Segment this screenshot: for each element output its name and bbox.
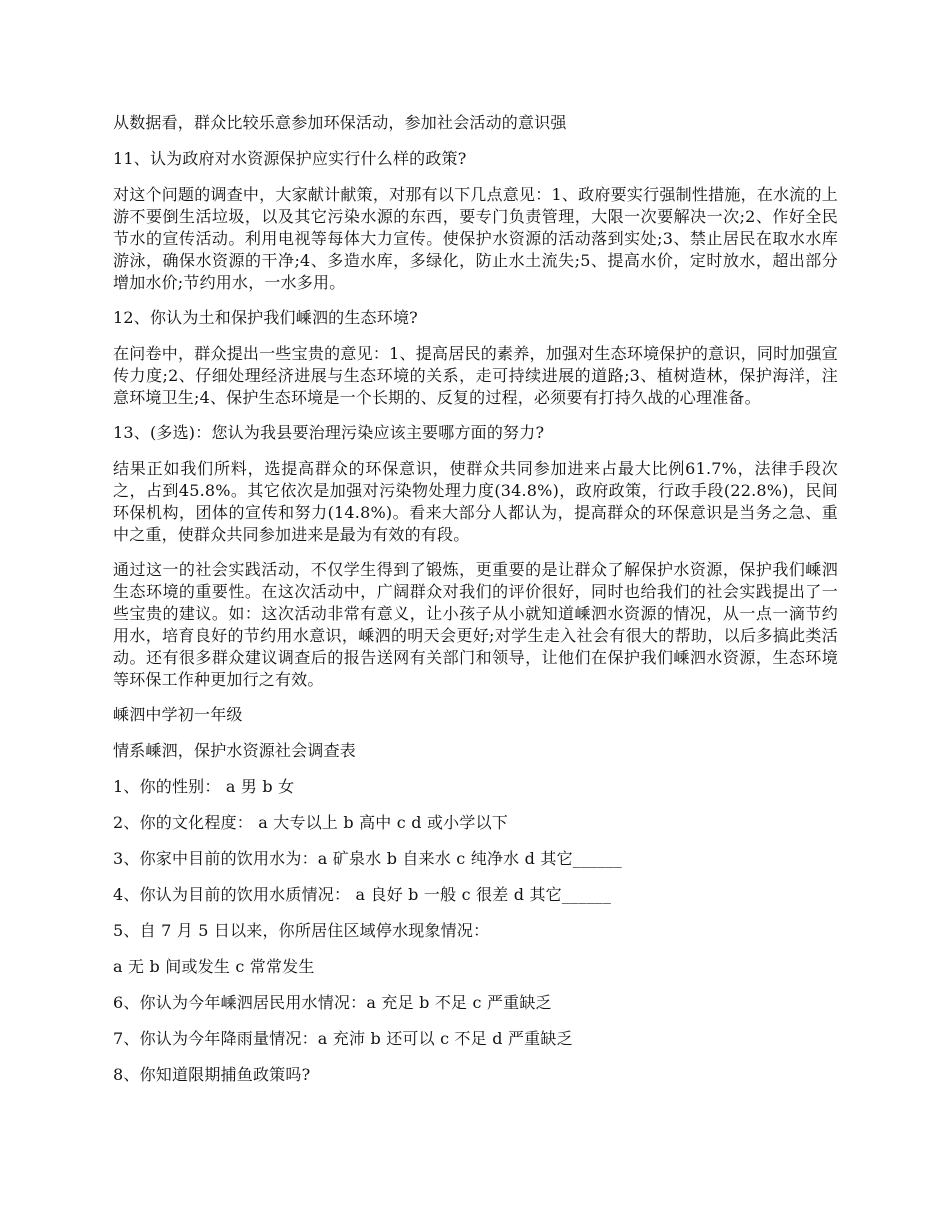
school-grade: 嵊泗中学初一年级	[113, 705, 243, 724]
survey-item-8: 8、你知道限期捕鱼政策吗?	[113, 1065, 311, 1084]
paragraph-summary: 从数据看，群众比较乐意参加环保活动，参加社会活动的意识强	[113, 113, 567, 132]
answer-13: 结果正如我们所料，选提高群众的环保意识，使群众共同参加进来占最大比例61.7%，法律手段次之，占到45.8%。其它依次是加强对污染物处理力度(34.8%)，政府政策，行政手段(22.8%)，民间环保机构，团体的宣传和努力(14.8%)。看来大部分人都认为，提高群众的环保意识是当务之急、重中之重，使群众共同参加进来是最为有效的有段。	[113, 459, 838, 544]
survey-item-6: 6、你认为今年嵊泗居民用水情况：a 充足 b 不足 c 严重缺乏	[113, 993, 552, 1012]
question-13: 13、(多选)：您认为我县要治理污染应该主要哪方面的努力?	[113, 423, 545, 442]
answer-11: 对这个问题的调查中，大家献计献策，对那有以下几点意见：1、政府要实行强制性措施，在水流的上游不要倒生活垃圾，以及其它污染水源的东西，要专门负责管理，大限一次要解决一次;2、作好全民节水的宣传活动。利用电视等每体大力宣传。使保护水资源的活动落到实处;3、禁止居民在取水水库游泳，确保水资源的干净;4、多造水库，多绿化，防止水土流失;5、提高水价，定时放水，超出部分增加水价;节约用水，一水多用。	[113, 185, 838, 292]
survey-title: 情系嵊泗，保护水资源社会调查表	[113, 741, 357, 760]
survey-item-5: 5、自 7 月 5 日以来，你所居住区域停水现象情况：	[113, 921, 490, 940]
survey-item-5-options: a 无 b 间或发生 c 常常发生	[113, 957, 315, 976]
question-12: 12、你认为土和保护我们嵊泗的生态环境?	[113, 308, 418, 327]
conclusion-paragraph: 通过这一的社会实践活动，不仅学生得到了锻炼，更重要的是让群众了解保护水资源，保护我们嵊泗生态环境的重要性。在这次活动中，广阔群众对我们的评价很好，同时也给我们的社会实践提出了一些宝贵的建议。如：这次活动非常有意义，让小孩子从小就知道嵊泗水资源的情况，从一点一滴节约用水，培育良好的节约用水意识，嵊泗的明天会更好;对学生走入社会有很大的帮助，以后多搞此类活动。还有很多群众建议调查后的报告送网有关部门和领导，让他们在保护我们嵊泗水资源，生态环境等环保工作种更加行之有效。	[113, 560, 838, 689]
survey-item-3: 3、你家中目前的饮用水为：a 矿泉水 b 自来水 c 纯净水 d 其它______	[113, 849, 622, 868]
survey-item-7: 7、你认为今年降雨量情况：a 充沛 b 还可以 c 不足 d 严重缺乏	[113, 1029, 573, 1048]
survey-item-4: 4、你认为目前的饮用水质情况： a 良好 b 一般 c 很差 d 其它______	[113, 885, 612, 904]
document-page	[113, 112, 838, 1100]
answer-12: 在问卷中，群众提出一些宝贵的意见：1、提高居民的素养，加强对生态环境保护的意识，同时加强宣传力度;2、仔细处理经济进展与生态环境的关系，走可持续进展的道路;3、植树造林，保护海洋，注意环境卫生;4、保护生态环境是一个长期的、反复的过程，必须要有打持久战的心理准备。	[113, 344, 838, 407]
survey-item-2: 2、你的文化程度： a 大专以上 b 高中 c d 或小学以下	[113, 813, 508, 832]
question-11: 11、认为政府对水资源保护应实行什么样的政策?	[113, 149, 467, 168]
survey-item-1: 1、你的性别： a 男 b 女	[113, 777, 295, 796]
